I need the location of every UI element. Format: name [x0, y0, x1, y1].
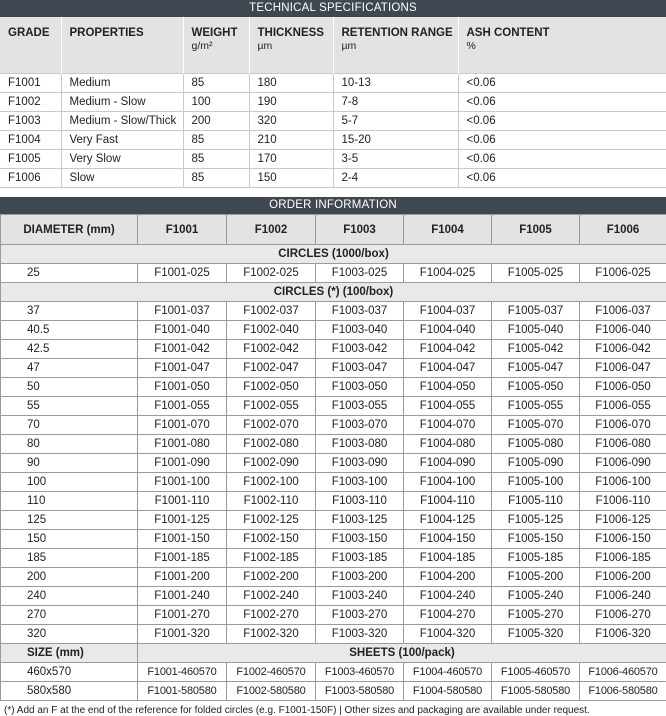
- reference-cell: F1001-240: [138, 587, 227, 606]
- reference-cell: F1001-090: [138, 454, 227, 473]
- order-row: [1, 663, 666, 682]
- reference-cell: F1001-320: [138, 625, 227, 644]
- order-row: [1, 454, 666, 473]
- spec-row: [0, 93, 666, 112]
- spec-header-label: ASH CONTENT: [467, 27, 550, 39]
- reference-cell: F1004-070: [404, 416, 492, 435]
- reference-cell: F1006-320: [580, 625, 666, 644]
- spec-cell: 180: [249, 74, 333, 93]
- spec-row: [0, 169, 666, 188]
- order-row: [1, 378, 666, 397]
- reference-cell: F1005-042: [492, 340, 580, 359]
- order-header-cell: F1005: [492, 215, 580, 245]
- spec-cell: 170: [249, 150, 333, 169]
- order-header-row: [1, 215, 666, 245]
- reference-cell: F1005-320: [492, 625, 580, 644]
- spec-cell: F1002: [0, 93, 61, 112]
- reference-cell: F1003-580580: [316, 682, 404, 701]
- reference-cell: F1005-100: [492, 473, 580, 492]
- spec-cell: 3-5: [333, 150, 458, 169]
- spec-header-unit: µm: [258, 40, 333, 52]
- section-label: CIRCLES (*) (100/box): [1, 283, 666, 302]
- reference-cell: F1005-185: [492, 549, 580, 568]
- reference-cell: F1001-040: [138, 321, 227, 340]
- diameter-cell: 47: [1, 359, 138, 378]
- reference-cell: F1003-185: [316, 549, 404, 568]
- reference-cell: F1002-270: [227, 606, 316, 625]
- order-row: [1, 397, 666, 416]
- reference-cell: F1004-100: [404, 473, 492, 492]
- reference-cell: F1002-047: [227, 359, 316, 378]
- spec-cell: 85: [183, 131, 249, 150]
- spec-cell: <0.06: [458, 150, 666, 169]
- reference-cell: F1005-150: [492, 530, 580, 549]
- spec-header-cell: [61, 17, 183, 74]
- spec-cell: 85: [183, 74, 249, 93]
- reference-cell: F1001-270: [138, 606, 227, 625]
- reference-cell: F1004-110: [404, 492, 492, 511]
- order-row: [1, 492, 666, 511]
- reference-cell: F1005-125: [492, 511, 580, 530]
- spec-header-label: GRADE: [8, 27, 50, 39]
- spec-row: [0, 150, 666, 169]
- reference-cell: F1004-050: [404, 378, 492, 397]
- spec-cell: <0.06: [458, 169, 666, 188]
- reference-cell: F1001-200: [138, 568, 227, 587]
- reference-cell: F1004-125: [404, 511, 492, 530]
- reference-cell: F1003-042: [316, 340, 404, 359]
- spec-header-cell: [458, 17, 666, 74]
- reference-cell: F1004-185: [404, 549, 492, 568]
- reference-cell: F1003-460570: [316, 663, 404, 682]
- reference-cell: F1004-042: [404, 340, 492, 359]
- order-row: [1, 511, 666, 530]
- order-row: [1, 473, 666, 492]
- reference-cell: F1002-320: [227, 625, 316, 644]
- spec-cell: 85: [183, 169, 249, 188]
- spec-cell: Slow: [61, 169, 183, 188]
- reference-cell: F1003-055: [316, 397, 404, 416]
- spec-header-unit: g/m²: [192, 40, 249, 52]
- reference-cell: F1005-460570: [492, 663, 580, 682]
- reference-cell: F1001-047: [138, 359, 227, 378]
- order-row: [1, 682, 666, 701]
- spec-row: [0, 74, 666, 93]
- spec-cell: 85: [183, 150, 249, 169]
- reference-cell: F1002-090: [227, 454, 316, 473]
- reference-cell: F1002-110: [227, 492, 316, 511]
- spec-cell: Medium: [61, 74, 183, 93]
- reference-cell: F1001-050: [138, 378, 227, 397]
- reference-cell: F1005-040: [492, 321, 580, 340]
- reference-cell: F1004-047: [404, 359, 492, 378]
- order-row: [1, 416, 666, 435]
- diameter-cell: 460x570: [1, 663, 138, 682]
- reference-cell: F1006-150: [580, 530, 666, 549]
- reference-cell: F1002-080: [227, 435, 316, 454]
- reference-cell: F1003-047: [316, 359, 404, 378]
- reference-cell: F1006-040: [580, 321, 666, 340]
- reference-cell: F1003-040: [316, 321, 404, 340]
- reference-cell: F1004-460570: [404, 663, 492, 682]
- reference-cell: F1006-100: [580, 473, 666, 492]
- reference-cell: F1004-025: [404, 264, 492, 283]
- diameter-cell: 240: [1, 587, 138, 606]
- spec-cell: <0.06: [458, 131, 666, 150]
- reference-cell: F1005-240: [492, 587, 580, 606]
- spec-header-label: PROPERTIES: [70, 27, 144, 39]
- spec-cell: <0.06: [458, 112, 666, 131]
- diameter-cell: 25: [1, 264, 138, 283]
- reference-cell: F1006-042: [580, 340, 666, 359]
- reference-cell: F1002-042: [227, 340, 316, 359]
- reference-cell: F1003-240: [316, 587, 404, 606]
- sheets-label: SHEETS (100/pack): [138, 644, 666, 663]
- reference-cell: F1001-100: [138, 473, 227, 492]
- order-row: [1, 359, 666, 378]
- order-row: [1, 530, 666, 549]
- spec-cell: 5-7: [333, 112, 458, 131]
- spec-cell: F1004: [0, 131, 61, 150]
- reference-cell: F1001-080: [138, 435, 227, 454]
- reference-cell: F1004-037: [404, 302, 492, 321]
- reference-cell: F1001-110: [138, 492, 227, 511]
- tech-specs-table: [0, 17, 666, 188]
- reference-cell: F1003-037: [316, 302, 404, 321]
- section-circles-1000: [1, 245, 666, 264]
- order-row: [1, 435, 666, 454]
- order-row: [1, 625, 666, 644]
- order-row: [1, 321, 666, 340]
- size-header: SIZE (mm): [1, 644, 138, 663]
- order-row: [1, 264, 666, 283]
- diameter-cell: 270: [1, 606, 138, 625]
- diameter-cell: 150: [1, 530, 138, 549]
- section-sheets: [1, 644, 666, 663]
- reference-cell: F1003-025: [316, 264, 404, 283]
- reference-cell: F1002-050: [227, 378, 316, 397]
- reference-cell: F1001-055: [138, 397, 227, 416]
- reference-cell: F1002-240: [227, 587, 316, 606]
- reference-cell: F1003-150: [316, 530, 404, 549]
- reference-cell: F1004-270: [404, 606, 492, 625]
- reference-cell: F1003-200: [316, 568, 404, 587]
- reference-cell: F1005-070: [492, 416, 580, 435]
- reference-cell: F1003-125: [316, 511, 404, 530]
- spec-header-cell: [249, 17, 333, 74]
- spec-cell: 190: [249, 93, 333, 112]
- reference-cell: F1005-580580: [492, 682, 580, 701]
- reference-cell: F1004-090: [404, 454, 492, 473]
- reference-cell: F1006-047: [580, 359, 666, 378]
- spec-cell: Very Slow: [61, 150, 183, 169]
- reference-cell: F1002-150: [227, 530, 316, 549]
- spec-cell: 150: [249, 169, 333, 188]
- spec-header-label: THICKNESS: [258, 27, 324, 39]
- order-row: [1, 302, 666, 321]
- order-header-cell: F1006: [580, 215, 666, 245]
- reference-cell: F1001-580580: [138, 682, 227, 701]
- diameter-cell: 50: [1, 378, 138, 397]
- reference-cell: F1001-460570: [138, 663, 227, 682]
- order-info-title: ORDER INFORMATION: [0, 197, 666, 214]
- reference-cell: F1001-185: [138, 549, 227, 568]
- reference-cell: F1006-460570: [580, 663, 666, 682]
- reference-cell: F1003-090: [316, 454, 404, 473]
- spec-header-unit: %: [467, 40, 666, 52]
- spec-header-label: WEIGHT: [192, 27, 238, 39]
- reference-cell: F1002-125: [227, 511, 316, 530]
- spec-header-unit: µm: [342, 40, 458, 52]
- reference-cell: F1004-040: [404, 321, 492, 340]
- reference-cell: F1001-125: [138, 511, 227, 530]
- diameter-cell: 37: [1, 302, 138, 321]
- reference-cell: F1005-110: [492, 492, 580, 511]
- spec-cell: 100: [183, 93, 249, 112]
- reference-cell: F1004-055: [404, 397, 492, 416]
- reference-cell: F1002-025: [227, 264, 316, 283]
- order-header-cell: F1001: [138, 215, 227, 245]
- reference-cell: F1001-025: [138, 264, 227, 283]
- reference-cell: F1005-270: [492, 606, 580, 625]
- reference-cell: F1006-080: [580, 435, 666, 454]
- reference-cell: F1006-070: [580, 416, 666, 435]
- reference-cell: F1003-320: [316, 625, 404, 644]
- reference-cell: F1004-150: [404, 530, 492, 549]
- spec-cell: F1001: [0, 74, 61, 93]
- spec-row: [0, 112, 666, 131]
- reference-cell: F1005-055: [492, 397, 580, 416]
- reference-cell: F1006-270: [580, 606, 666, 625]
- spec-header-label: RETENTION RANGE: [342, 27, 453, 39]
- order-row: [1, 568, 666, 587]
- reference-cell: F1001-037: [138, 302, 227, 321]
- reference-cell: F1005-080: [492, 435, 580, 454]
- spec-header-row: [0, 17, 666, 74]
- reference-cell: F1006-110: [580, 492, 666, 511]
- diameter-cell: 110: [1, 492, 138, 511]
- diameter-cell: 40.5: [1, 321, 138, 340]
- reference-cell: F1006-055: [580, 397, 666, 416]
- reference-cell: F1004-580580: [404, 682, 492, 701]
- spec-header-cell: [0, 17, 61, 74]
- order-row: [1, 549, 666, 568]
- reference-cell: F1002-070: [227, 416, 316, 435]
- reference-cell: F1002-055: [227, 397, 316, 416]
- reference-cell: F1006-050: [580, 378, 666, 397]
- reference-cell: F1006-125: [580, 511, 666, 530]
- spec-row: [0, 131, 666, 150]
- spec-cell: 2-4: [333, 169, 458, 188]
- order-row: [1, 340, 666, 359]
- reference-cell: F1006-240: [580, 587, 666, 606]
- order-info-table: [0, 214, 666, 701]
- spec-cell: Medium - Slow: [61, 93, 183, 112]
- spec-cell: F1003: [0, 112, 61, 131]
- reference-cell: F1006-090: [580, 454, 666, 473]
- reference-cell: F1005-200: [492, 568, 580, 587]
- spec-cell: 210: [249, 131, 333, 150]
- reference-cell: F1003-110: [316, 492, 404, 511]
- diameter-cell: 185: [1, 549, 138, 568]
- order-header-cell: F1004: [404, 215, 492, 245]
- reference-cell: F1001-042: [138, 340, 227, 359]
- order-row: [1, 606, 666, 625]
- reference-cell: F1003-080: [316, 435, 404, 454]
- reference-cell: F1003-270: [316, 606, 404, 625]
- reference-cell: F1002-100: [227, 473, 316, 492]
- order-header-cell: DIAMETER (mm): [1, 215, 138, 245]
- diameter-cell: 320: [1, 625, 138, 644]
- reference-cell: F1004-320: [404, 625, 492, 644]
- reference-cell: F1002-185: [227, 549, 316, 568]
- diameter-cell: 70: [1, 416, 138, 435]
- reference-cell: F1006-185: [580, 549, 666, 568]
- spec-cell: 10-13: [333, 74, 458, 93]
- reference-cell: F1006-037: [580, 302, 666, 321]
- reference-cell: F1006-025: [580, 264, 666, 283]
- reference-cell: F1003-100: [316, 473, 404, 492]
- reference-cell: F1002-460570: [227, 663, 316, 682]
- spec-cell: <0.06: [458, 74, 666, 93]
- section-label: CIRCLES (1000/box): [1, 245, 666, 264]
- reference-cell: F1005-050: [492, 378, 580, 397]
- reference-cell: F1002-037: [227, 302, 316, 321]
- spec-cell: <0.06: [458, 93, 666, 112]
- spec-cell: 15-20: [333, 131, 458, 150]
- order-header-cell: F1002: [227, 215, 316, 245]
- reference-cell: F1001-150: [138, 530, 227, 549]
- spec-cell: 320: [249, 112, 333, 131]
- reference-cell: F1006-580580: [580, 682, 666, 701]
- reference-cell: F1005-090: [492, 454, 580, 473]
- reference-cell: F1004-080: [404, 435, 492, 454]
- reference-cell: F1002-040: [227, 321, 316, 340]
- spec-header-cell: [183, 17, 249, 74]
- reference-cell: F1002-200: [227, 568, 316, 587]
- order-header-cell: F1003: [316, 215, 404, 245]
- reference-cell: F1004-240: [404, 587, 492, 606]
- diameter-cell: 55: [1, 397, 138, 416]
- diameter-cell: 80: [1, 435, 138, 454]
- reference-cell: F1005-037: [492, 302, 580, 321]
- reference-cell: F1004-200: [404, 568, 492, 587]
- diameter-cell: 125: [1, 511, 138, 530]
- diameter-cell: 200: [1, 568, 138, 587]
- reference-cell: F1003-050: [316, 378, 404, 397]
- reference-cell: F1002-580580: [227, 682, 316, 701]
- section-circles-100: [1, 283, 666, 302]
- tech-specs-title: TECHNICAL SPECIFICATIONS: [0, 0, 666, 17]
- reference-cell: F1003-070: [316, 416, 404, 435]
- reference-cell: F1005-047: [492, 359, 580, 378]
- reference-cell: F1006-200: [580, 568, 666, 587]
- diameter-cell: 90: [1, 454, 138, 473]
- reference-cell: F1001-070: [138, 416, 227, 435]
- spec-cell: 7-8: [333, 93, 458, 112]
- diameter-cell: 580x580: [1, 682, 138, 701]
- spec-cell: F1006: [0, 169, 61, 188]
- diameter-cell: 100: [1, 473, 138, 492]
- footnote: (*) Add an F at the end of the reference for folded circles (e.g. F1001-150F) | Other sizes and packaging are available under request.: [0, 701, 666, 716]
- order-row: [1, 587, 666, 606]
- spec-header-cell: [333, 17, 458, 74]
- spec-cell: Medium - Slow/Thick: [61, 112, 183, 131]
- spec-cell: Very Fast: [61, 131, 183, 150]
- reference-cell: F1005-025: [492, 264, 580, 283]
- spec-cell: F1005: [0, 150, 61, 169]
- spec-cell: 200: [183, 112, 249, 131]
- diameter-cell: 42.5: [1, 340, 138, 359]
